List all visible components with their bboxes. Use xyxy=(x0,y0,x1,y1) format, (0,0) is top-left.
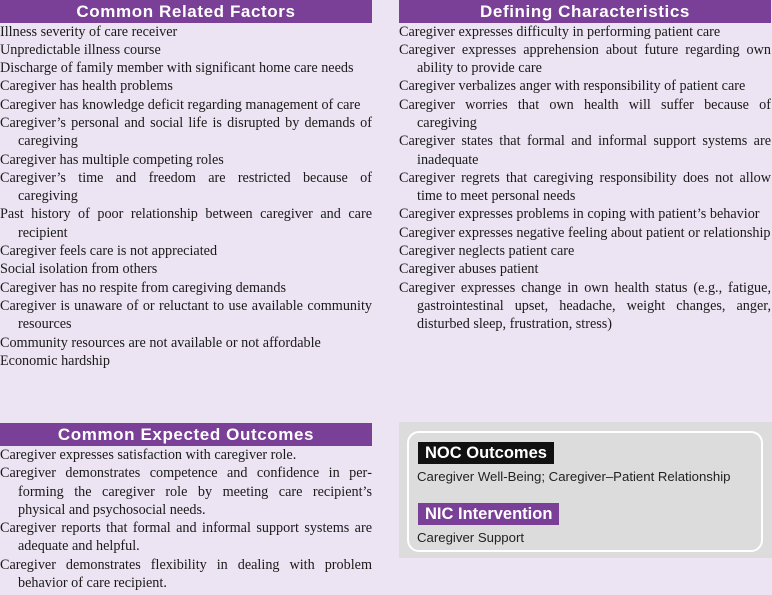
list-item: Caregiver verbalizes anger with responsibility of patient care xyxy=(399,78,746,95)
nic-intervention-text: Caregiver Support xyxy=(417,530,525,545)
list-item: Caregiver has knowledge deficit regarding management of care xyxy=(0,96,361,113)
list-item: Caregiver demonstrates flexibility in dealing with problem behavior of care recipient. xyxy=(0,556,372,592)
list-item: Caregiver states that formal and informal support systems are inadequate xyxy=(399,133,771,168)
list-item: Unpredictable illness course xyxy=(0,41,161,58)
list-item: Caregiver expresses problems in coping with patient’s behavior xyxy=(399,206,760,223)
defining-characteristics-section xyxy=(399,0,771,334)
list-item: Caregiver expresses difficulty in performing patient care xyxy=(399,23,721,40)
list-item: Caregiver regrets that caregiving responsibility does not allow time to meet personal needs xyxy=(399,169,771,205)
list-item: Caregiver reports that formal and informal support systems are adequate and helpful. xyxy=(0,520,372,555)
list-item: Past history of poor relationship between caregiver and care recipient xyxy=(0,206,372,241)
defining-characteristics-list xyxy=(399,23,771,334)
related-factors-list xyxy=(0,23,372,371)
list-item: Illness severity of care receiver xyxy=(0,23,178,40)
list-item: Caregiver’s time and freedom are restricted because of caregiving xyxy=(0,169,372,205)
list-item: Economic hardship xyxy=(0,352,110,369)
expected-outcomes-header: Common Expected Outcomes xyxy=(0,423,372,446)
list-item: Caregiver expresses apprehension about future regarding own ability to provide care xyxy=(399,41,771,77)
list-item: Social isolation from others xyxy=(0,261,158,278)
noc-nic-box xyxy=(407,431,763,552)
list-item: Caregiver has multiple competing roles xyxy=(0,151,224,168)
list-item: Caregiver neglects patient care xyxy=(399,243,575,260)
noc-outcomes-text: Caregiver Well-Being; Caregiver–Patient Relationship xyxy=(417,469,731,484)
list-item: Caregiver expresses negative feeling about patient or relationship xyxy=(399,224,771,241)
list-item: Caregiver feels care is not appreciated xyxy=(0,243,218,260)
defining-characteristics-header: Defining Characteristics xyxy=(399,0,771,23)
list-item: Caregiver expresses satisfaction with caregiver role. xyxy=(0,447,297,463)
nic-intervention-label: NIC Intervention xyxy=(418,503,559,525)
related-factors-section xyxy=(0,0,372,370)
list-item: Caregiver is unaware of or reluctant to use available community resources xyxy=(0,297,372,333)
list-item: Caregiver has no respite from caregiving demands xyxy=(0,279,287,296)
list-item: Caregiver has health problems xyxy=(0,78,173,95)
list-item: Caregiver worries that own health will suffer because of caregiving xyxy=(399,96,771,131)
list-item: Caregiver expresses change in own health status (e.g., fatigue, gastrointestinal upset, headache, weight changes, anger, disturbed sleep, frustration, stress) xyxy=(399,279,771,333)
expected-outcomes-section xyxy=(0,423,372,592)
list-item: Caregiver abuses patient xyxy=(399,261,539,278)
list-item: Community resources are not available or not affordable xyxy=(0,334,321,351)
expected-outcomes-list xyxy=(0,446,372,592)
noc-outcomes-label: NOC Outcomes xyxy=(418,442,554,464)
related-factors-header: Common Related Factors xyxy=(0,0,372,23)
noc-nic-panel xyxy=(399,422,772,558)
list-item: Caregiver’s personal and social life is disrupted by demands of caregiving xyxy=(0,114,372,150)
list-item: Caregiver demonstrates competence and confidence in performing the caregiver role by meeting care recipient’s physical and psychosocial needs. xyxy=(0,465,372,518)
list-item: Discharge of family member with significant home care needs xyxy=(0,60,354,77)
